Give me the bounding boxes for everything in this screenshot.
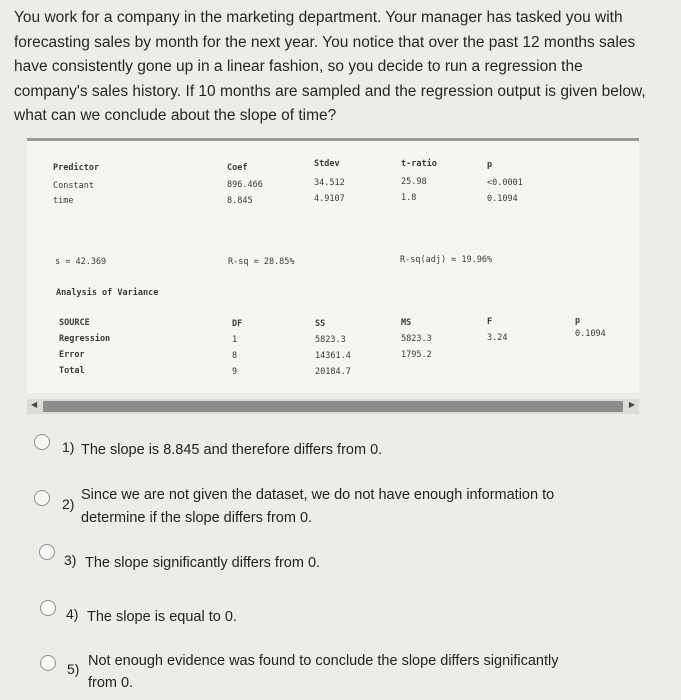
anova-header-ss: SS	[315, 319, 326, 329]
option-5-text-line2: from 0.	[88, 675, 134, 691]
anova-total-label: Total	[59, 366, 85, 376]
row-time-stdev: 4.9107	[314, 194, 345, 204]
option-4-radio[interactable]	[40, 600, 56, 616]
option-5-radio[interactable]	[40, 655, 56, 671]
header-p: p	[487, 160, 493, 170]
option-4-text: The slope is equal to 0.	[87, 609, 237, 625]
horizontal-scrollbar[interactable]	[27, 399, 639, 414]
anova-header-source: SOURCE	[59, 318, 90, 328]
option-1-text: The slope is 8.845 and therefore differs from 0.	[81, 442, 383, 458]
anova-error-df: 8	[232, 351, 238, 361]
anova-regression-p: 0.1094	[575, 329, 606, 339]
anova-regression-label: Regression	[59, 334, 111, 344]
question-text: You work for a company in the marketing department. Your manager has tasked you with forecasting sales by month for the next year. You notice that over the past 12 months sales have consistently gone up in a linear fashion, so you decide to run a regression the company's sales history. If 10 months are sampled and the regression output is given below, what can we conclude about the slope of time?	[14, 9, 646, 124]
anova-regression-ms: 5823.3	[401, 334, 432, 344]
anova-total-ss: 20184.7	[315, 367, 351, 377]
anova-error-label: Error	[59, 350, 85, 360]
anova-regression-df: 1	[232, 335, 238, 345]
row-constant-p: <0.0001	[487, 178, 523, 188]
option-1-radio[interactable]	[34, 434, 50, 450]
scroll-thumb[interactable]	[43, 401, 623, 412]
row-constant-label: Constant	[53, 181, 94, 191]
option-4-number: 4)	[66, 606, 79, 622]
anova-regression-f: 3.24	[487, 333, 508, 343]
option-5-number: 5)	[67, 661, 80, 677]
option-1-number: 1)	[62, 439, 75, 455]
header-coef: Coef	[227, 163, 248, 173]
option-2-text-line1: Since we are not given the dataset, we do not have enough information to	[81, 487, 555, 503]
option-3-number: 3)	[64, 552, 77, 568]
anova-header-f: F	[487, 317, 493, 327]
option-3-text: The slope significantly differs from 0.	[85, 555, 321, 571]
header-stdev: Stdev	[314, 159, 340, 169]
row-time-p: 0.1094	[487, 194, 518, 204]
stat-rsq: R-sq = 28.85%	[228, 257, 295, 267]
stat-s: s = 42.369	[55, 257, 107, 267]
anova-header-df: DF	[232, 319, 243, 329]
header-predictor: Predictor	[53, 163, 100, 173]
row-time-label: time	[53, 196, 74, 206]
anova-header-ms: MS	[401, 318, 412, 328]
stat-rsq-adj: R-sq(adj) = 19.96%	[400, 255, 493, 265]
regression-output	[27, 138, 639, 393]
anova-regression-ss: 5823.3	[315, 335, 346, 345]
option-2-radio[interactable]	[34, 490, 50, 506]
anova-error-ms: 1795.2	[401, 350, 432, 360]
option-3-radio[interactable]	[39, 544, 55, 560]
scroll-right-arrow-icon[interactable]: ▶	[628, 400, 635, 409]
option-5-text-line1: Not enough evidence was found to conclude the slope differs significantly	[88, 653, 559, 669]
anova-total-df: 9	[232, 367, 238, 377]
option-2-number: 2)	[62, 496, 75, 512]
anova-header-p: p	[575, 316, 581, 326]
row-constant-coef: 896.466	[227, 180, 263, 190]
anova-error-ss: 14361.4	[315, 351, 351, 361]
scroll-left-arrow-icon[interactable]: ◀	[31, 400, 38, 409]
header-t-ratio: t-ratio	[401, 159, 437, 169]
anova-title: Analysis of Variance	[56, 288, 159, 298]
row-time-coef: 8.845	[227, 196, 253, 206]
row-constant-stdev: 34.512	[314, 178, 345, 188]
row-constant-t: 25.98	[401, 177, 427, 187]
option-2-text-line2: determine if the slope differs from 0.	[81, 510, 313, 526]
row-time-t: 1.8	[401, 193, 417, 203]
